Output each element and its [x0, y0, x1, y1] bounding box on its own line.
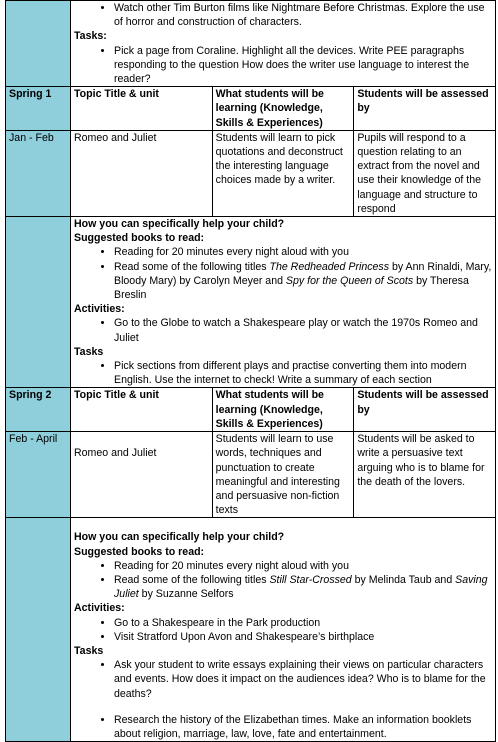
- list-item: • Pick sections from different plays and practise converting them into modern English. Use the internet to check! Write a summary of each section: [114, 359, 492, 387]
- books-text: Read some of the following titles: [114, 573, 270, 586]
- spring2-header-row: [6, 388, 496, 432]
- books-list: [74, 559, 492, 602]
- assessed-cell: Pupils will respond to a question relating to an extract from the novel and use their knowledge of the language and structure to respond: [354, 130, 496, 216]
- books-list: [74, 245, 492, 302]
- spring1-content-row: [6, 130, 496, 216]
- topic-header: Topic Title & unit: [71, 388, 213, 432]
- term-cell: [6, 518, 71, 742]
- tasks-heading: Tasks: [74, 345, 104, 358]
- books-heading: Suggested books to read:: [74, 232, 205, 245]
- list-item: • Go to a Shakespeare in the Park production: [114, 616, 492, 630]
- learning-header: What students will be learning (Knowledge, Skills & Experiences): [212, 87, 354, 131]
- spring2-content-row: [6, 432, 496, 518]
- tasks-list-2: [74, 713, 492, 741]
- learning-cell: Students will learn to use words, techniques and punctuation to create meaningful and interesting and persuasive non-fiction texts: [212, 432, 354, 518]
- list-item: • Watch other Tim Burton films like Nightmare Before Christmas. Explore the use of horror and construction of characters.: [114, 1, 492, 29]
- book-title: The Redheaded Princess: [269, 260, 390, 273]
- books-text: by Suzanne Selfors: [138, 588, 234, 601]
- spring2-help-cell: [71, 518, 496, 742]
- term-cell: [6, 217, 71, 388]
- assessed-header: Students will be assessed by: [354, 388, 496, 432]
- activities-heading: Activities:: [74, 303, 125, 316]
- list-item: • Pick a page from Coraline. Highlight all the devices. Write PEE paragraphs responding to the question How does the writer use language to interest the reader?: [114, 44, 492, 87]
- spring1-header-row: [6, 87, 496, 131]
- book-title: Still Star-Crossed: [269, 573, 352, 586]
- books-text: Read some of the following titles: [114, 260, 270, 273]
- books-text: by Theresa Breslin: [114, 274, 469, 302]
- spacer: [74, 701, 492, 713]
- topic-cell: Romeo and Juliet: [71, 432, 213, 518]
- autumn-help-cell: [71, 1, 496, 87]
- topic-header: Topic Title & unit: [71, 87, 213, 131]
- tasks-heading: Tasks:: [74, 30, 107, 43]
- term-label: Spring 1: [6, 87, 71, 131]
- activities-list: [74, 616, 492, 644]
- list-item: [114, 573, 492, 601]
- topic-cell: Romeo and Juliet: [71, 130, 213, 216]
- list-item: • Go to the Globe to watch a Shakespeare play or watch the 1970s Romeo and Juliet: [114, 316, 492, 344]
- term-cell: [6, 1, 71, 87]
- term-label: Spring 2: [6, 388, 71, 432]
- tasks-heading: Tasks: [74, 644, 104, 657]
- books-heading: Suggested books to read:: [74, 545, 205, 558]
- books-text: by Melinda Taub and: [351, 573, 456, 586]
- list-item: • Visit Stratford Upon Avon and Shakespeare’s birthplace: [114, 630, 492, 644]
- list-item: • Reading for 20 minutes every night aloud with you: [114, 559, 492, 573]
- autumn-activities-list: [74, 1, 492, 29]
- activities-heading: Activities:: [74, 602, 125, 615]
- help-heading: How you can specifically help your child?: [74, 531, 285, 544]
- tasks-list: [74, 658, 492, 701]
- activities-list: [74, 316, 492, 344]
- help-heading: How you can specifically help your child?: [74, 218, 285, 231]
- term-dates: Jan - Feb: [6, 130, 71, 216]
- assessed-header: Students will be assessed by: [354, 87, 496, 131]
- book-title: Saving Juliet: [114, 573, 488, 601]
- learning-header: What students will be learning (Knowledge, Skills & Experiences): [212, 388, 354, 432]
- list-item: [114, 260, 492, 303]
- curriculum-table: [5, 0, 496, 742]
- list-item: • Reading for 20 minutes every night aloud with you: [114, 245, 492, 259]
- assessed-cell: Students will be asked to write a persuasive text arguing who is to blame for the death of the lovers.: [354, 432, 496, 518]
- spring1-help-cell: [71, 217, 496, 388]
- list-item: • Ask your student to write essays explaining their views on particular characters and events. How does it impact on the audiences idea? Who is to blame for the deaths?: [114, 658, 492, 701]
- spring2-help-row: [6, 518, 496, 742]
- tasks-list: [74, 359, 492, 387]
- list-item: • Research the history of the Elizabethan times. Make an information booklets about religion, marriage, law, love, fate and entertainment.: [114, 713, 492, 741]
- learning-cell: Students will learn to pick quotations and deconstruct the interesting language choices made by a writer.: [212, 130, 354, 216]
- autumn-tasks-list: [74, 44, 492, 87]
- autumn-help-row: [6, 1, 496, 87]
- books-text: by Ann Rinaldi, Mary, Bloody Mary) by Carolyn Meyer and: [114, 260, 492, 287]
- book-title: Spy for the Queen of Scots: [285, 274, 414, 287]
- spring1-help-row: [6, 217, 496, 388]
- term-dates: Feb - April: [6, 432, 71, 518]
